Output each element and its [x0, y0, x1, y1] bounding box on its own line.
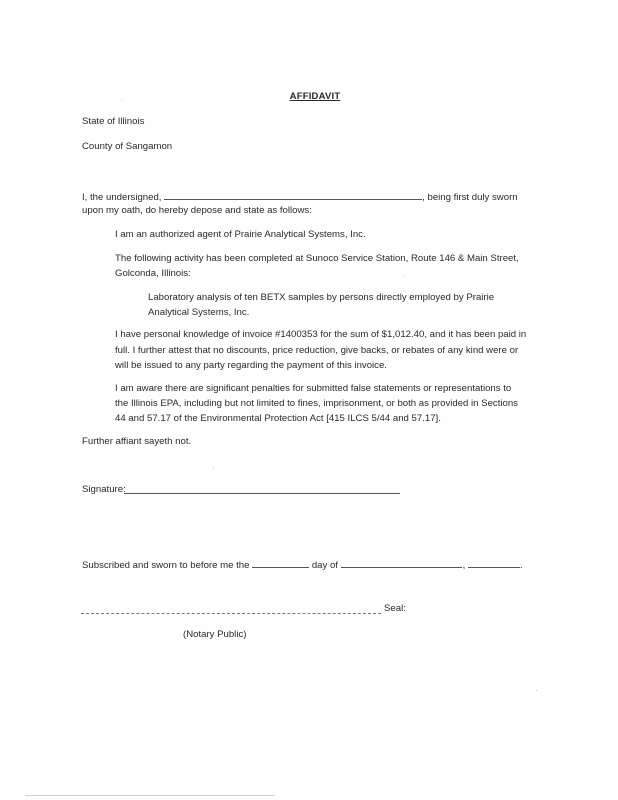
activity-line-2: Golconda, Illinois:: [115, 268, 191, 279]
agent-statement: I am an authorized agent of Prairie Analytical Systems, Inc.: [115, 229, 366, 240]
intro-line-1: [82, 190, 518, 204]
scan-speck: [121, 100, 122, 101]
lab-analysis-line-2: Analytical Systems, Inc.: [148, 307, 250, 318]
lab-analysis-line-1: Laboratory analysis of ten BETX samples by persons directly employed by Prairie: [148, 292, 495, 303]
sworn-year-blank[interactable]: [468, 558, 520, 568]
scan-edge: [25, 795, 275, 796]
further-affiant: Further affiant sayeth not.: [82, 436, 192, 447]
scan-speck: [536, 690, 537, 691]
document-title: AFFIDAVIT: [289, 91, 341, 102]
sworn-prefix: Subscribed and sworn to before me the: [82, 560, 250, 571]
signature-label: Signature:: [82, 484, 126, 495]
activity-line-1: The following activity has been completed at Sunoco Service Station, Route 146 & Main Street,: [115, 253, 519, 264]
intro-line-2: upon my oath, do hereby depose and state as follows:: [82, 205, 312, 216]
state-line: State of Illinois: [82, 116, 145, 127]
penalties-line-1: I am aware there are significant penalties for submitted false statements or representations to: [115, 383, 512, 394]
intro-prefix: I, the undersigned,: [82, 192, 162, 203]
sworn-day-of: day of: [311, 560, 338, 571]
notary-signature-line[interactable]: [81, 613, 381, 614]
affiant-name-blank[interactable]: [164, 190, 422, 200]
penalties-line-2: the Illinois EPA, including but not limited to fines, imprisonment, or both as provided in Sections: [115, 398, 518, 409]
sworn-day-blank[interactable]: [252, 558, 309, 568]
scan-speck: [213, 468, 214, 469]
sworn-end: .: [519, 560, 523, 571]
notary-public-label: (Notary Public): [183, 629, 247, 640]
intro-suffix: , being first duly sworn: [422, 192, 518, 203]
invoice-line-2: full. I further attest that no discounts, price reduction, give backs, or rebates of any kind were or: [115, 345, 519, 356]
scan-speck: [404, 275, 405, 276]
seal-label: Seal:: [384, 603, 406, 614]
invoice-line-1: I have personal knowledge of invoice #1400353 for the sum of $1,012.40, and it has been paid in: [115, 329, 527, 340]
sworn-line: Subscribed and sworn to before me the day of , .: [82, 560, 523, 571]
invoice-line-3: will be issued to any party regarding the payment of this invoice.: [115, 360, 387, 371]
penalties-line-3: 44 and 57.17 of the Environmental Protection Act [415 ILCS 5/44 and 57.17].: [115, 413, 441, 424]
county-line: County of Sangamon: [82, 141, 173, 152]
sworn-month-blank[interactable]: [341, 558, 462, 568]
signature-line[interactable]: [124, 493, 400, 494]
